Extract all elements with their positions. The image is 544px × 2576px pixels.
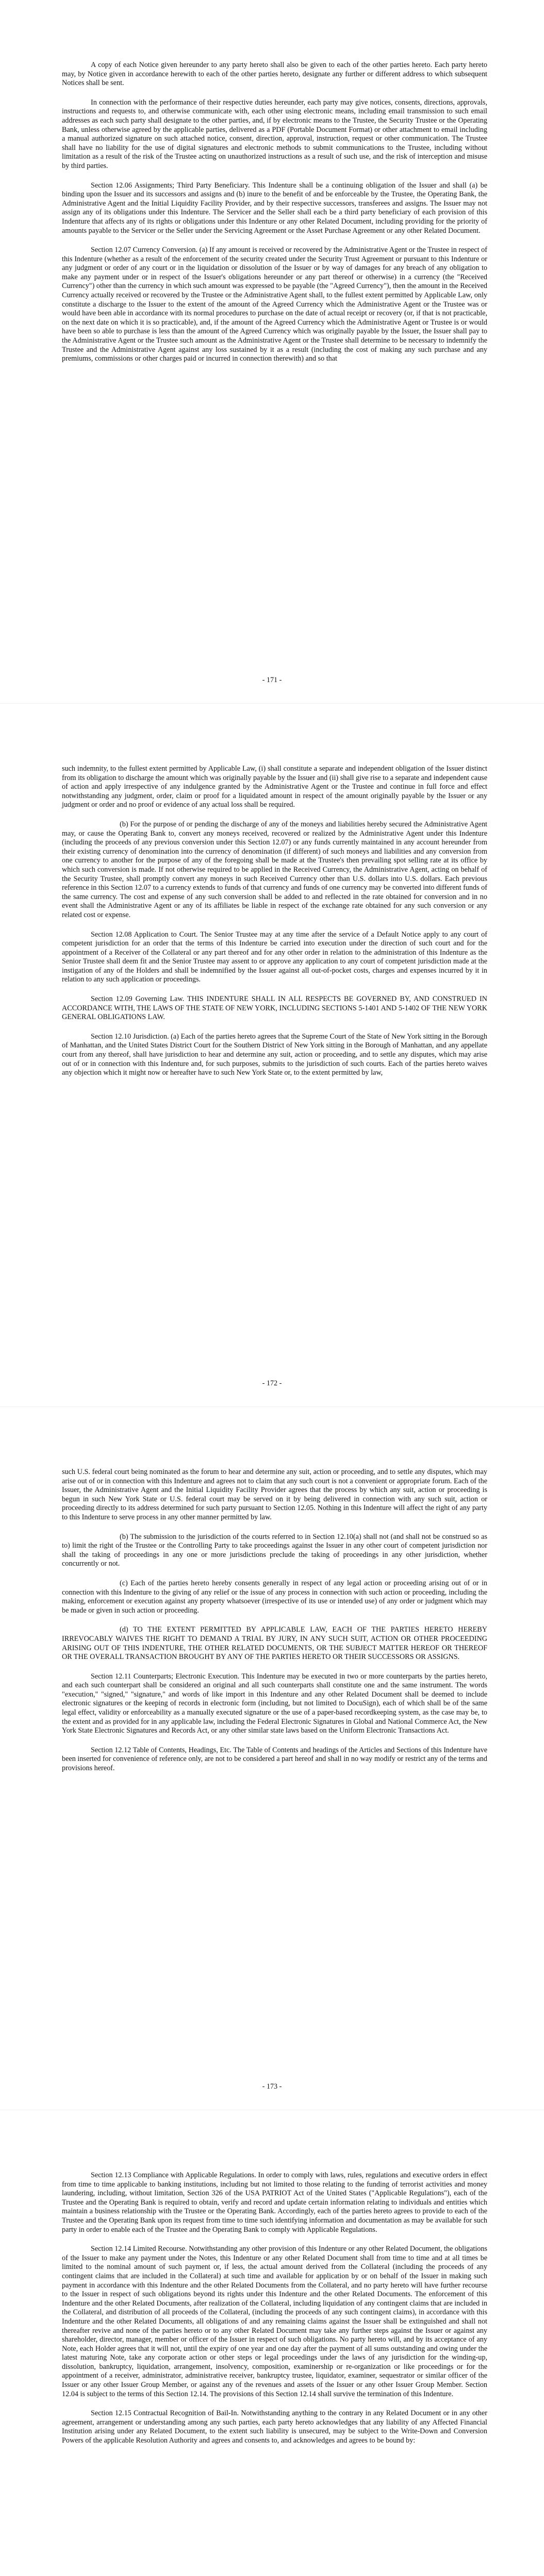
paragraph-section-12-12: Section 12.12 Table of Contents, Headings, Etc. The Table of Contents and headings of the Articles and Sections of this Indenture have been inserted for convenience of reference only, are not to be considered a part hereof and shall in no way modify or restrict any of the terms and provisions hereof. — [62, 1745, 487, 1773]
paragraph-section-12-09: Section 12.09 Governing Law. THIS INDENTURE SHALL IN ALL RESPECTS BE GOVERNED BY, AND CONSTRUED IN ACCORDANCE WITH, THE LAWS OF THE STATE OF NEW YORK, INCLUDING SECTIONS 5-1401 AND 5-1402 OF THE NEW YORK GENERAL OBLIGATIONS LAW. — [62, 995, 487, 1022]
paragraph-section-12-15: Section 12.15 Contractual Recognition of Bail-In. Notwithstanding anything to the contrary in any Related Document or in any other agreement, arrangement or understanding among any such parties, each party hereto acknowledges that any liability of any Affected Financial Institution arising under any Related Document, to the extent such liability is unsecured, may be subject to the Write-Down and Conversion Powers of the applicable Resolution Authority and agrees and consents to, and acknowledges and agrees to be bound by: — [62, 2409, 487, 2445]
paragraph: In connection with the performance of their respective duties hereunder, each party may give notices, consents, directions, approvals, instructions and requests to, and otherwise communicate with, each other using electronic means, including email transmission to such email addresses as each such party shall designate to the other parties, and, if by electronic means to the Trustee, the Security Trustee or the Operating Bank, unless otherwise agreed by the applicable parties, delivered as a PDF (Portable Document Format) or other attachment to email including a manual authorized signature on such attached notice, consent, direction, approval, instruction, request or other communication. The Trustee shall have no liability for the use of digital signatures and electronic methods to submit communications to the Trustee, including without limitation as a result of the risk of the Trustee acting on unauthorized instructions as a result of such use, and the risk of interception and misuse by third parties. — [62, 98, 487, 170]
page-number: - 173 - — [262, 2082, 282, 2091]
paragraph-section-12-11: Section 12.11 Counterparts; Electronic Execution. This Indenture may be executed in two or more counterparts by the parties hereto, and each such counterpart shall be considered an original and all such counterparts shall constitute one and the same instrument. The words "execution," "signed," "signature," and words of like import in this Indenture and any other Related Document shall be deemed to include electronic signatures or the keeping of records in electronic form (including, but not limited to DocuSign), each of which shall be of the same legal effect, validity or enforceability as a manually executed signature or the use of a paper-based recordkeeping system, as the case may be, to the extent and as provided for in any applicable law, including the Federal Electronic Signatures in Global and National Commerce Act, the New York State Electronic Signatures and Records Act, or any other similar state laws based on the Uniform Electronic Transactions Act. — [62, 1672, 487, 1735]
paragraph-subsection-b: (b) For the purpose of or pending the discharge of any of the moneys and liabilities hereby secured the Administrative Agent may, or cause the Operating Bank to, convert any moneys received, recovered or realized by the Administrative Agent under this Indenture (including the proceeds of any previous conversion under this Section 12.07) or any funds currently maintained in any account hereunder from their existing currency of denomination into the currency of denomination (if different) of such moneys and liabilities and any conversion from one currency to another for the purpose of any of the foregoing shall be made at the Trustee's then prevailing spot selling rate at its office by which such conversion is made. If not otherwise required to be applied in the Received Currency, the Administrative Agent, acting on behalf of the Security Trustee, shall promptly convert any moneys in such Received Currency other than U.S. dollars into U.S. dollars. Each previous reference in this Section 12.07 to a currency extends to funds of that currency and funds of one currency may be converted into different funds of the same currency. The cost and expense of any such conversion shall be added to and reflected in the rate obtained for conversion and in no event shall the Administrative Agent or any of its affiliates be liable in respect of the exchange rate obtained for any such conversion or any related cost or expense. — [62, 820, 487, 919]
top-margin — [62, 1432, 487, 1468]
paragraph-section-12-10: Section 12.10 Jurisdiction. (a) Each of the parties hereto agrees that the Supreme Court of the State of New York sitting in the Borough of Manhattan, and the United States District Court for the Southern District of New York sitting in the Borough of Manhattan, and any appellate court from any thereof, shall have jurisdiction to hear and determine any suit, action or proceeding, and to settle any disputes, which may arise out of or in connection with this Indenture and, for such purposes, submits to the jurisdiction of such courts. Each of the parties hereto waives any objection which it might now or hereafter have to such New York State or, to the extent permitted by law, — [62, 1032, 487, 1077]
paragraph: A copy of each Notice given hereunder to any party hereto shall also be given to each of the other parties hereto. Each party hereto may, by Notice given in accordance herewith to each of the other parties hereto, designate any further or different address to which subsequent Notices shall be sent. — [62, 61, 487, 88]
paragraph: such U.S. federal court being nominated as the forum to hear and determine any suit, action or proceeding, and to settle any disputes, which may arise out of or in connection with this Indenture and agrees not to claim that any such court is not a convenient or appropriate forum. Each of the Issuer, the Administrative Agent and the Initial Liquidity Facility Provider agrees that the process by which any suit, action or proceeding is begun in such New York State or U.S. federal court may be served on it by being delivered in connection with any such suit, action or proceeding directly to its address determined for such party pursuant to Section 12.05. Nothing in this Indenture will affect the right of any party to this Indenture to serve process in any other manner permitted by law. — [62, 1468, 487, 1521]
top-margin — [62, 728, 487, 765]
paragraph-subsection-d: (d) TO THE EXTENT PERMITTED BY APPLICABLE LAW, EACH OF THE PARTIES HERETO HEREBY IRREVOCABLY WAIVES THE RIGHT TO DEMAND A TRIAL BY JURY, IN ANY SUCH SUIT, ACTION OR OTHER PROCEEDING ARISING OUT OF THIS INDENTURE, THE OTHER RELATED DOCUMENTS, OR THE SUBJECT MATTER HEREOF OR THEREOF OR THE OVERALL TRANSACTION BROUGHT BY ANY OF THE PARTIES HERETO OR THEIR SUCCESSORS OR ASSIGNS. — [62, 1625, 487, 1662]
top-margin — [62, 25, 487, 61]
page-number: - 172 - — [262, 1379, 282, 1387]
paragraph-section-12-07: Section 12.07 Currency Conversion. (a) If any amount is received or recovered by the Administrative Agent or the Trustee in respect of this Indenture (whether as a result of the enforcement of the security created under the Security Trust Agreement or pursuant to this Indenture or any judgment or order of any court or in the liquidation or dissolution of the Issuer or by way of damages for any breach of any obligation to make any payment under or in respect of the Issuer's obligations hereunder or any part thereof or otherwise) in a currency (the "Received Currency") other than the currency in which such amount was expressed to be payable (the "Agreed Currency"), then the amount in the Received Currency actually received or recovered by the Trustee or the Administrative Agent shall, to the fullest extent permitted by Applicable Law, only constitute a discharge to the Issuer to the extent of the amount of the Agreed Currency which the Administrative Agent or the Trustee was or would have been able in accordance with its normal procedures to purchase on the date of actual receipt or recovery (or, if that is not practicable, on the next date on which it is so practicable), and, if the amount of the Agreed Currency which the Administrative Agent or Trustee is or would have been so able to purchase is less than the amount of the Agreed Currency which was originally payable by the Issuer, the Issuer shall pay to the Administrative Agent or the Trustee such amount as the Administrative Agent or the Trustee shall determine to be necessary to indemnify the Trustee and the Administrative Agent against any loss sustained by it as a result (including the cost of making any such purchase and any premiums, commissions or other charges paid or incurred in connection therewith) and so that — [62, 246, 487, 363]
document-page-173 — [0, 1406, 544, 2110]
paragraph-section-12-08: Section 12.08 Application to Court. The Senior Trustee may at any time after the service of a Default Notice apply to any court of competent jurisdiction for an order that the terms of this Indenture be carried into execution under the direction of such court and for the appointment of a Receiver of the Collateral or any part thereof and for any other order in relation to the administration of this Indenture as the Senior Trustee shall deem fit and the Senior Trustee may assent to or approve any application to any court of competent jurisdiction made at the instigation of any of the Holders and shall be indemnified by the Issuer against all out-of-pocket costs, charges and expenses incurred by it in relation to any such application or proceedings. — [62, 930, 487, 984]
paragraph-section-12-14: Section 12.14 Limited Recourse. Notwithstanding any other provision of this Indenture or any other Related Document, the obligations of the Issuer to make any payment under the Notes, this Indenture or any other Related Document shall from time to time and at all times be limited to the nominal amount of such payment or, if less, the actual amount derived from the Collateral (including the proceeds of any contingent claims that are included in the Collateral) at such time and available for application by or on behalf of the Issuer in making such payment in accordance with this Indenture and the other Related Documents from the Collateral, and no party hereto will have further recourse to the Issuer in respect of such obligations beyond its rights under this Indenture and the other Related Documents. The enforcement of this Indenture and the other Related Documents, after realization of the Collateral, including liquidation of any contingent claims that are included in the Collateral, and distribution of all proceeds of the Collateral, (including the proceeds of any such contingent claims), in accordance with this Indenture and the other Related Documents, all obligations of and any remaining claims against the Issuer shall be extinguished and shall not thereafter revive and none of the parties hereto or to any other Related Document may take any further steps against the Issuer or against any shareholder, director, manager, member or officer of the Issuer in respect of such obligations. No party hereto will, and by its acceptance of any Note, each Holder agrees that it will not, until the expiry of one year and one day after the payment of all sums outstanding and owing under the latest maturing Note, take any corporate action or other steps or legal proceedings under the laws of any jurisdiction for the winding-up, dissolution, bankruptcy, liquidation, arrangement, insolvency, composition, examinership or re-organization or like proceedings or for the appointment of a receiver, administrator, administrative receiver, bankruptcy trustee, liquidator, examiner, sequestrator or similar officer of the Issuer or any other Issuer Group Member, or against any of the revenues and assets of the Issuer or any other Issuer Group Member. Section 12.04 is subject to the terms of this Section 12.14. The provisions of this Section 12.14 shall survive the termination of this Indenture. — [62, 2245, 487, 2398]
paragraph-subsection-c: (c) Each of the parties hereto hereby consents generally in respect of any legal action or proceeding arising out of or in connection with this Indenture to the giving of any relief or the issue of any process in connection with such action or proceeding, including the making, enforcement or execution against any property whatsoever (irrespective of its use or intended use) of any order or judgment which may be made or given in such action or proceeding. — [62, 1579, 487, 1615]
document-page-174 — [0, 2110, 544, 2576]
paragraph-section-12-13: Section 12.13 Compliance with Applicable Regulations. In order to comply with laws, rules, regulations and executive orders in effect from time to time applicable to banking institutions, including but not limited to those relating to the funding of terrorist activities and money laundering, including, without limitation, Section 326 of the USA PATRIOT Act of the United States ("Applicable Regulations"), each of the Trustee and the Operating Bank is required to obtain, verify and record and update certain information relating to individuals and entities which maintain a business relationship with the Trustee or the Operating Bank. Accordingly, each of the parties hereto agrees to provide to each of the Trustee and the Operating Bank upon its request from time to time such identifying information and documentation as may be available for such party in order to enable each of the Trustee and the Operating Bank to comply with Applicable Regulations. — [62, 2171, 487, 2234]
paragraph-section-12-06: Section 12.06 Assignments; Third Party Beneficiary. This Indenture shall be a continuing obligation of the Issuer and shall (a) be binding upon the Issuer and its successors and assigns and (b) inure to the benefit of and be enforceable by the Trustee, the Operating Bank, the Administrative Agent and the Initial Liquidity Facility Provider, and by their respective successors, transferees and assigns. The Issuer may not assign any of its obligations under this Indenture. The Servicer and the Seller shall each be a third party beneficiary of each provision of this Indenture that affects any of its rights or obligations under this Indenture or any other Related Document, including providing for the priority of amounts payable to the Servicer or the Seller under the Servicing Agreement or the Asset Purchase Agreement or any other Related Document. — [62, 181, 487, 235]
page-number: - 171 - — [262, 676, 282, 684]
top-margin — [62, 2135, 487, 2171]
paragraph-subsection-b: (b) The submission to the jurisdiction of the courts referred to in Section 12.10(a) shall not (and shall not be construed so as to) limit the right of the Trustee or the Controlling Party to take proceedings against the Issuer in any other court of competent jurisdiction nor shall the taking of proceedings in any one or more jurisdictions preclude the taking of proceedings in any other jurisdiction, whether concurrently or not. — [62, 1532, 487, 1568]
paragraph: such indemnity, to the fullest extent permitted by Applicable Law, (i) shall constitute a separate and independent obligation of the Issuer distinct from its obligation to discharge the amount which was originally payable by the Issuer and (ii) shall give rise to a separate and independent cause of action and apply irrespective of any indulgence granted by the Administrative Agent or the Trustee and continue in full force and effect notwithstanding any judgment, order, claim or proof for a liquidated amount in respect of the amount originally payable by the Issuer or any judgment or order and no proof or evidence of any actual loss shall be required. — [62, 765, 487, 809]
document-page-171 — [0, 0, 544, 703]
document-page-172 — [0, 703, 544, 1406]
